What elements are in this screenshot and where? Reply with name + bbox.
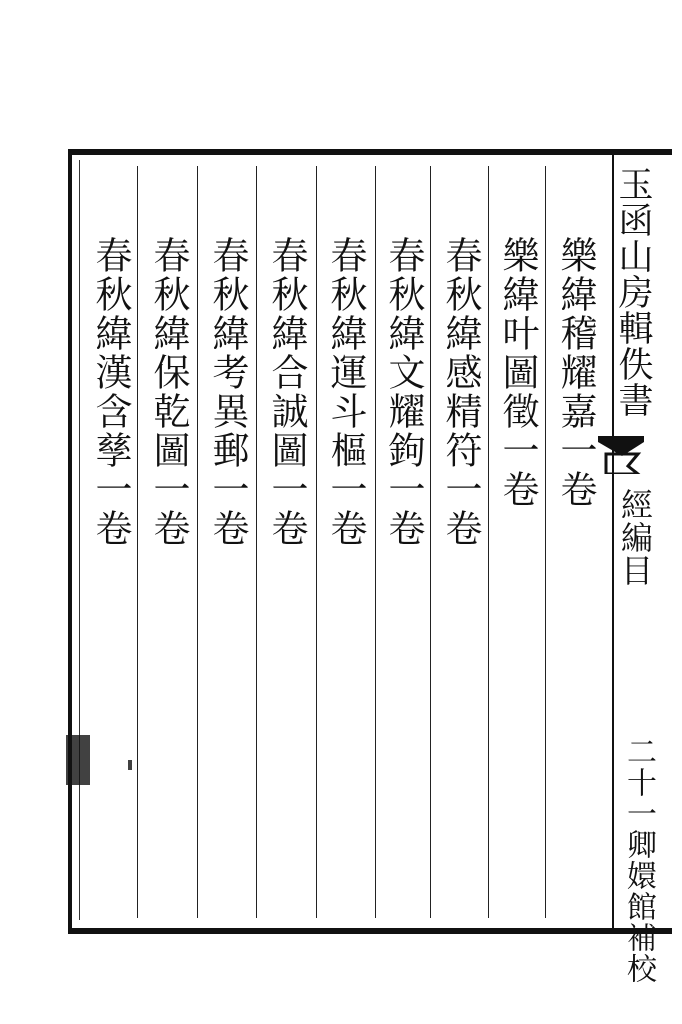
frame-bottom-border xyxy=(72,928,672,934)
catalog-entry: 春秋緯考異郵一卷 xyxy=(206,236,249,548)
scan-smudge xyxy=(128,760,132,770)
column-divider xyxy=(256,166,257,918)
frame-left-border xyxy=(68,149,72,934)
book-title: 玉函山房輯佚書 xyxy=(613,166,653,418)
column-divider xyxy=(488,166,489,918)
catalog-entry: 春秋緯運斗樞一卷 xyxy=(324,236,367,548)
catalog-entry: 春秋緯文耀鉤一卷 xyxy=(382,236,425,548)
column-divider xyxy=(197,166,198,918)
column-divider xyxy=(545,166,546,918)
fishtail-ornament xyxy=(598,436,644,474)
column-divider xyxy=(375,166,376,918)
catalog-entry: 春秋緯感精符一卷 xyxy=(439,236,482,548)
column-divider xyxy=(430,166,431,918)
frame-top-border xyxy=(72,149,672,155)
column-divider xyxy=(316,166,317,918)
page-number-publisher: 二十一卿嬛館補校 xyxy=(621,736,656,984)
catalog-entry: 春秋緯漢含孳一卷 xyxy=(89,236,132,548)
frame-left-inner-rule xyxy=(79,160,80,920)
catalog-entry: 樂緯叶圖徵一卷 xyxy=(496,236,539,509)
catalog-entry: 樂緯稽耀嘉一卷 xyxy=(554,236,597,509)
section-label: 經編目 xyxy=(616,488,654,587)
catalog-entry: 春秋緯合誠圖一卷 xyxy=(265,236,308,548)
catalog-entry: 春秋緯保乾圖一卷 xyxy=(147,236,190,548)
column-divider xyxy=(137,166,138,918)
scan-smudge xyxy=(66,735,90,785)
